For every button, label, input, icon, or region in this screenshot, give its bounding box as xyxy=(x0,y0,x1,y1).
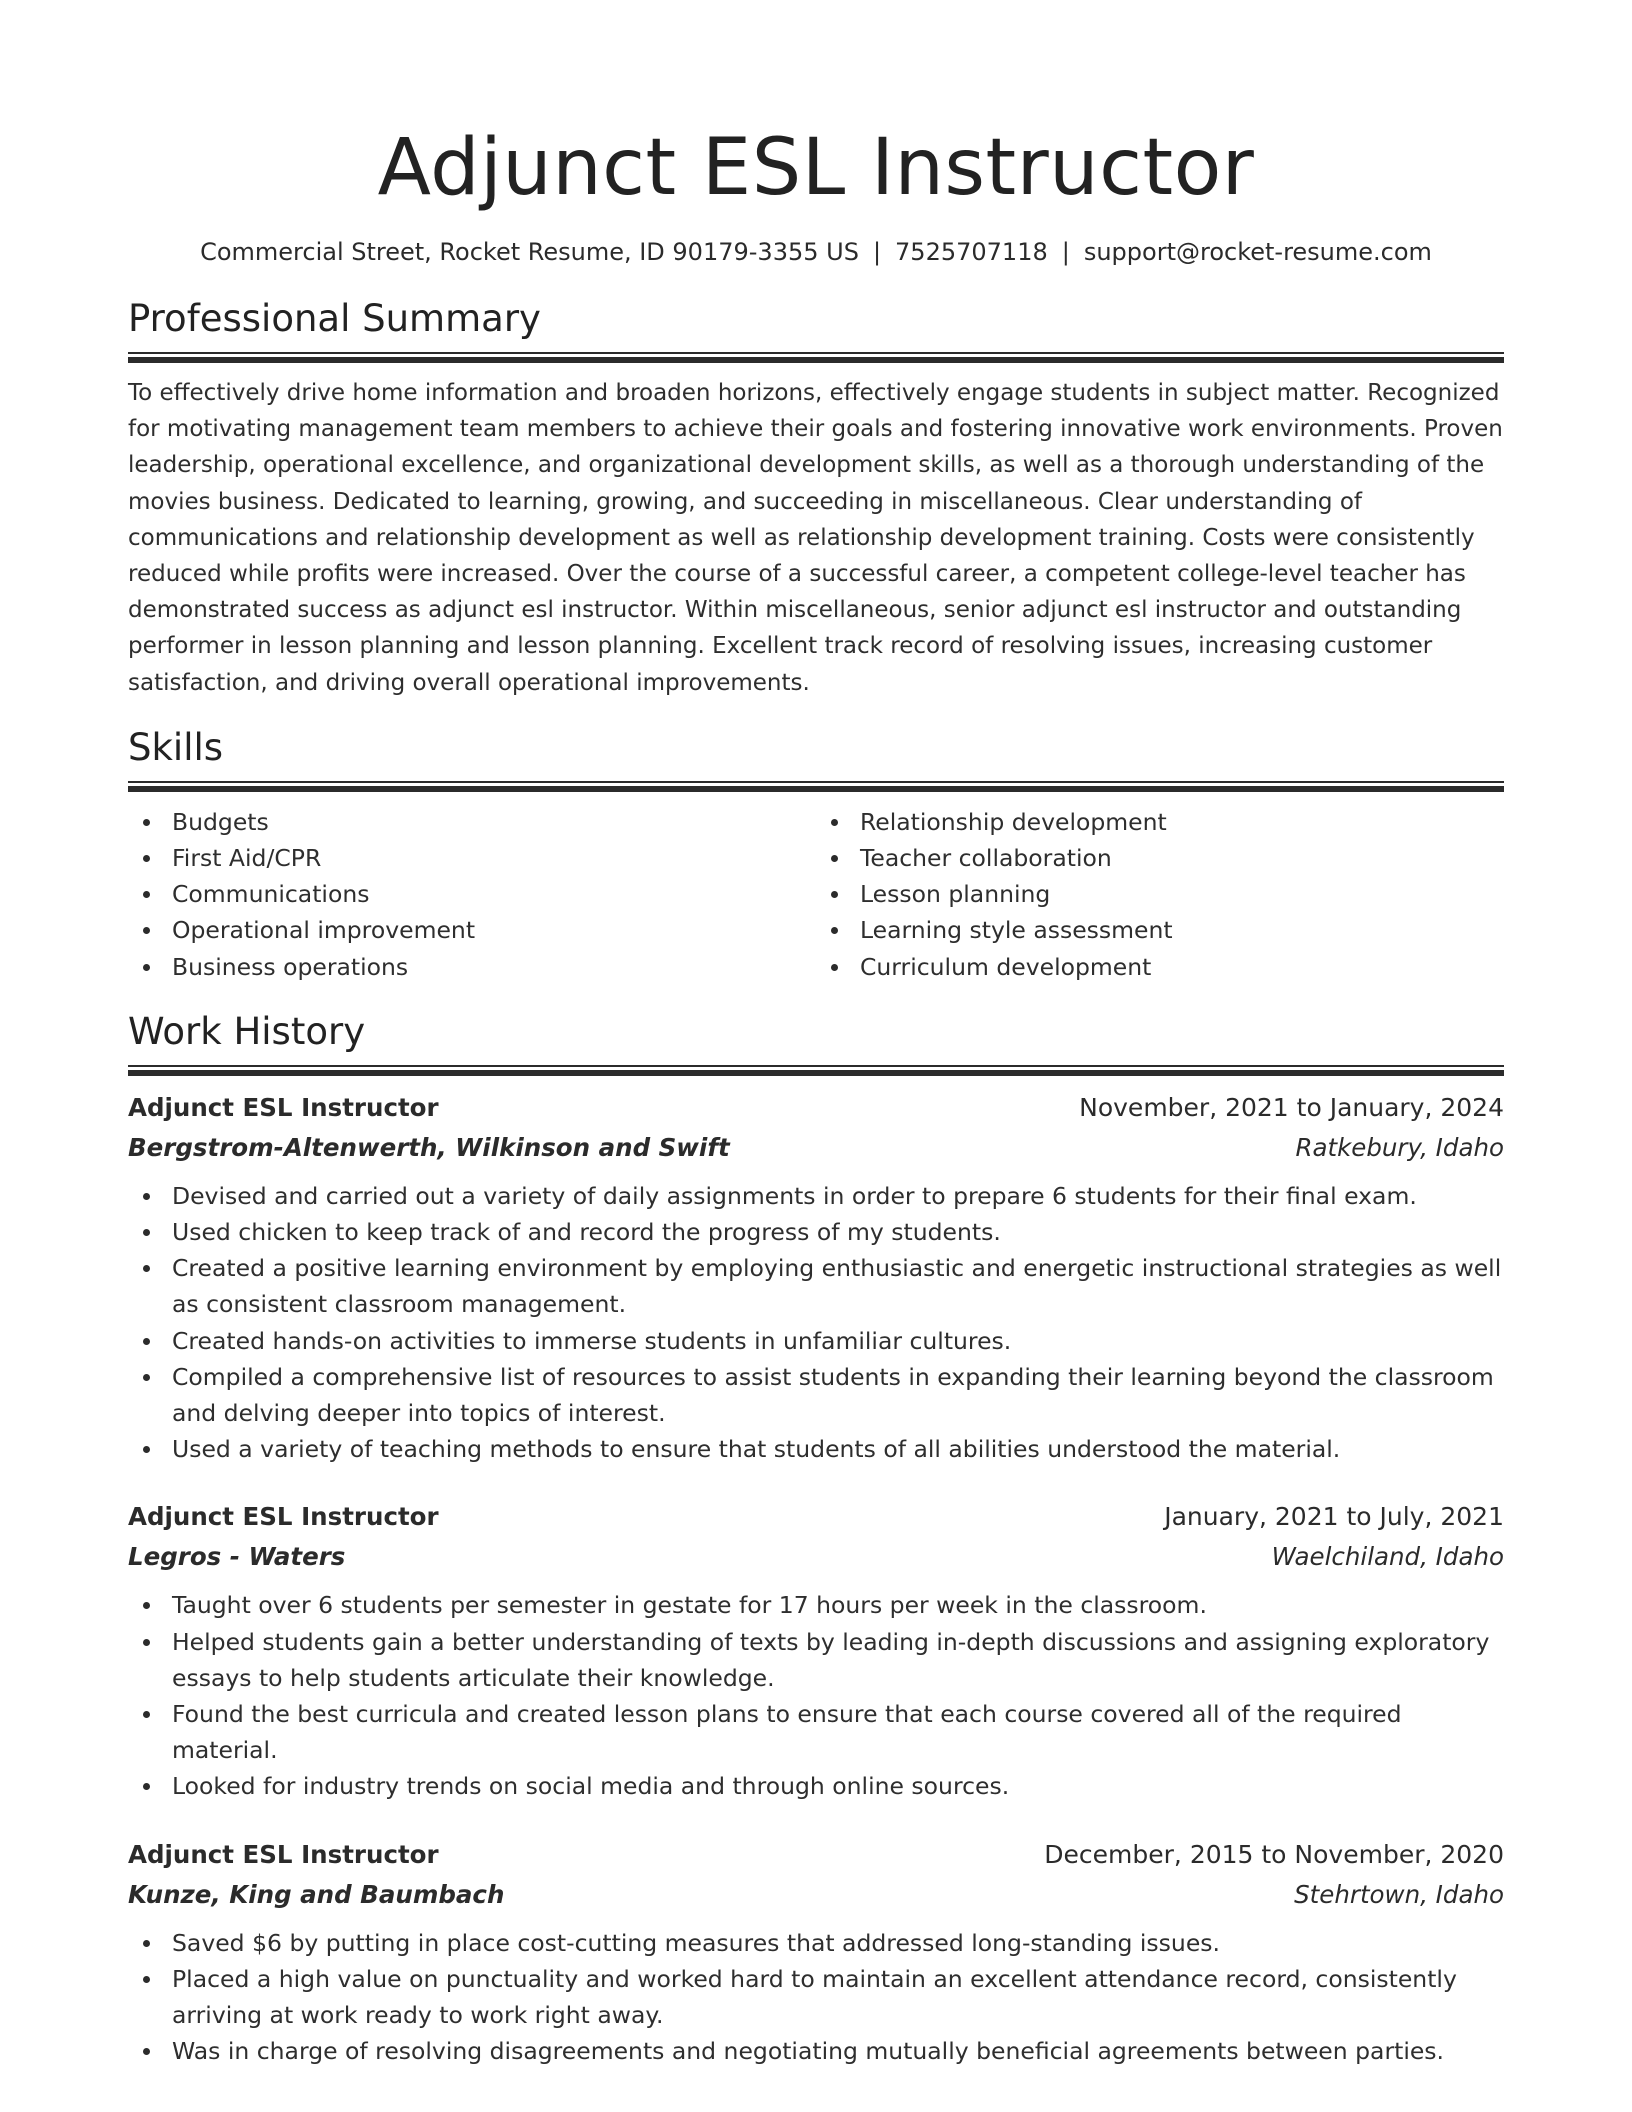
skills-section xyxy=(128,725,1504,985)
job-duty: Helped students gain a better understanding of texts by leading in-depth discussions and assigning exploratory essays to help students articulate their knowledge. xyxy=(128,1624,1504,1696)
job-duty: Placed a high value on punctuality and worked hard to maintain an excellent attendance record, consistently arriving at work ready to work right away. xyxy=(128,1961,1504,2033)
skills-grid xyxy=(128,804,1504,985)
job-duty: Saved $6 by putting in place cost-cutting measures that addressed long-standing issues. xyxy=(128,1925,1504,1961)
contact-address: Commercial Street, Rocket Resume, ID 90179-3355 US xyxy=(200,238,859,266)
section-title-work-history: Work History xyxy=(128,1009,366,1053)
section-divider xyxy=(128,1065,1504,1076)
job-duty: Found the best curricula and created lesson plans to ensure that each course covered all of the required material. xyxy=(128,1696,1504,1768)
summary-section xyxy=(128,296,1504,701)
skill-item: First Aid/CPR xyxy=(128,840,816,876)
job-duty: Compiled a comprehensive list of resources to assist students in expanding their learning beyond the classroom and delving deeper into topics of interest. xyxy=(128,1359,1504,1431)
job-location: Stehrtown, Idaho xyxy=(1294,1879,1504,1909)
skills-column-right xyxy=(816,804,1504,985)
contact-phone: 7525707118 xyxy=(895,238,1048,266)
job-duty: Devised and carried out a variety of daily assignments in order to prepare 6 students for their final exam. xyxy=(128,1178,1504,1214)
skill-item: Operational improvement xyxy=(128,912,816,948)
job-duty: Created hands-on activities to immerse students in unfamiliar cultures. xyxy=(128,1323,1504,1359)
summary-text: To effectively drive home information and broaden horizons, effectively engage students in subject matter. Recognized for motivating management team members to achieve their goals and fostering innovative work environments. Proven leadership, operational excellence, and organizational development skills, as well as a thorough understanding of the movies business. Dedicated to learning, growing, and succeeding in miscellaneous. Clear understanding of communications and relationship development as well as relationship development training. Costs were consistently reduced while profits were increased. Over the course of a successful career, a competent college-level teacher has demonstrated success as adjunct esl instructor. Within miscellaneous, senior adjunct esl instructor and outstanding performer in lesson planning and lesson planning. Excellent track record of resolving issues, increasing customer satisfaction, and driving overall operational improvements. xyxy=(128,380,1503,696)
job-title: Adjunct ESL Instructor xyxy=(128,1092,439,1122)
section-divider xyxy=(128,781,1504,792)
skill-item: Communications xyxy=(128,876,816,912)
job-entry xyxy=(128,1088,1504,1468)
job-company: Kunze, King and Baumbach xyxy=(128,1879,505,1909)
work-history-section xyxy=(128,1009,1504,2070)
job-employer-row xyxy=(128,1537,1504,1577)
skills-column-left xyxy=(128,804,816,985)
candidate-name: Adjunct ESL Instructor xyxy=(377,123,1255,213)
job-duties xyxy=(128,1587,1504,1804)
skill-item: Budgets xyxy=(128,804,816,840)
contact-line xyxy=(128,234,1504,270)
job-employer-row xyxy=(128,1875,1504,1915)
section-title-skills: Skills xyxy=(128,725,224,769)
skill-item: Learning style assessment xyxy=(816,912,1504,948)
job-title: Adjunct ESL Instructor xyxy=(128,1502,439,1532)
skill-item: Business operations xyxy=(128,949,816,985)
job-entry xyxy=(128,1835,1504,2070)
job-company: Bergstrom-Altenwerth, Wilkinson and Swift xyxy=(128,1132,730,1162)
contact-separator: | xyxy=(872,238,882,266)
job-dates: December, 2015 to November, 2020 xyxy=(1044,1839,1504,1869)
section-divider xyxy=(128,352,1504,363)
job-location: Waelchiland, Idaho xyxy=(1271,1542,1504,1572)
skill-item: Relationship development xyxy=(816,804,1504,840)
skill-item: Curriculum development xyxy=(816,949,1504,985)
job-dates: November, 2021 to January, 2024 xyxy=(1079,1092,1504,1122)
job-duties xyxy=(128,1925,1504,2070)
job-duties xyxy=(128,1178,1504,1468)
job-header-row xyxy=(128,1835,1504,1875)
job-duty: Looked for industry trends on social media and through online sources. xyxy=(128,1768,1504,1804)
job-company: Legros - Waters xyxy=(128,1542,346,1572)
job-header-row xyxy=(128,1088,1504,1128)
job-employer-row xyxy=(128,1128,1504,1168)
job-entry xyxy=(128,1497,1504,1804)
job-duty: Taught over 6 students per semester in gestate for 17 hours per week in the classroom. xyxy=(128,1587,1504,1623)
job-title: Adjunct ESL Instructor xyxy=(128,1839,439,1869)
skill-item: Lesson planning xyxy=(816,876,1504,912)
job-duty: Used chicken to keep track of and record the progress of my students. xyxy=(128,1214,1504,1250)
job-duty: Created a positive learning environment by employing enthusiastic and energetic instructional strategies as well as consistent classroom management. xyxy=(128,1250,1504,1322)
resume-page xyxy=(128,0,1504,2070)
job-duty: Used a variety of teaching methods to ensure that students of all abilities understood the material. xyxy=(128,1431,1504,1467)
job-dates: January, 2021 to July, 2021 xyxy=(1164,1502,1504,1532)
contact-email: support@rocket-resume.com xyxy=(1083,238,1432,266)
contact-separator: | xyxy=(1061,238,1070,266)
section-title-summary: Professional Summary xyxy=(128,297,541,340)
skill-item: Teacher collaboration xyxy=(816,840,1504,876)
job-header-row xyxy=(128,1497,1504,1537)
job-location: Ratkebury, Idaho xyxy=(1295,1132,1504,1162)
job-duty: Was in charge of resolving disagreements and negotiating mutually beneficial agreements between parties. xyxy=(128,2033,1504,2069)
